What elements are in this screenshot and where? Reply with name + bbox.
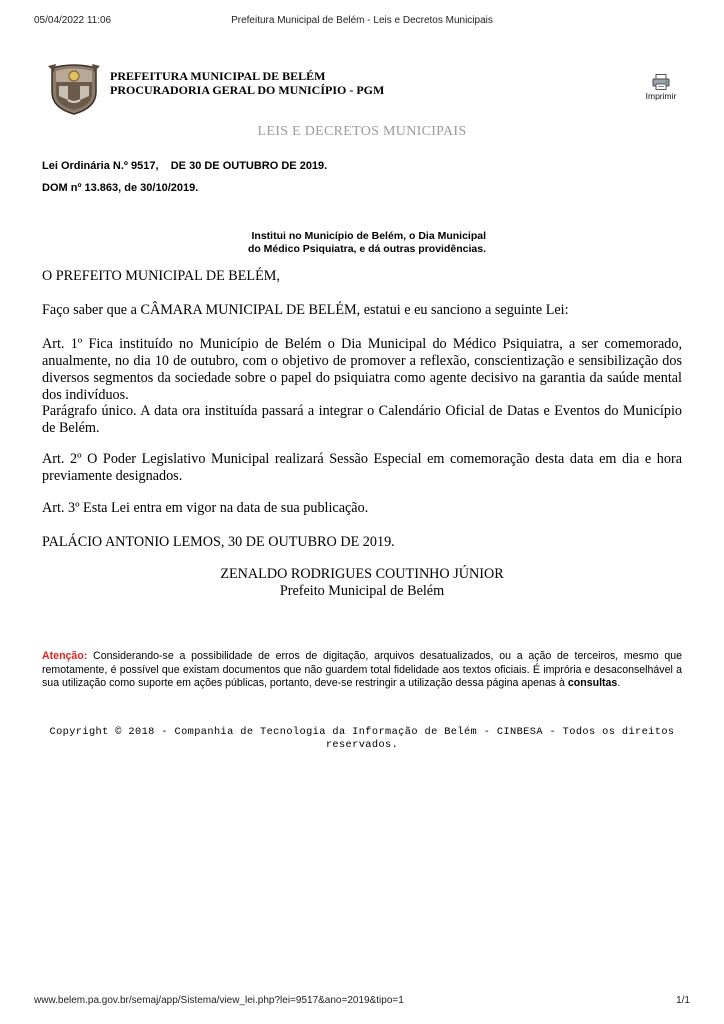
print-datetime: 05/04/2022 11:06 — [34, 15, 112, 26]
closing-line: PALÁCIO ANTONIO LEMOS, 30 DE OUTUBRO DE 2019. — [42, 534, 395, 550]
section-title: LEIS E DECRETOS MUNICIPAIS — [257, 124, 467, 139]
signatory-name: ZENALDO RODRIGUES COUTINHO JÚNIOR — [220, 566, 504, 582]
print-page-title: Prefeitura Municipal de Belém - Leis e Decretos Municipais — [231, 15, 493, 26]
org-department: PROCURADORIA GERAL DO MUNICÍPIO - PGM — [110, 83, 385, 97]
article-1: Art. 1º Fica instituído no Município de Belém o Dia Municipal do Médico Psiquiatra, a ser comemorado, anualmente, no dia 10 de outubro, com o objetivo de promover a reflexão, conscientização e sensibilização dos diversos segmentos da sociedade sobre o papel do psiquiatra como agente decisivo na garantia da saúde mental dos indivíduos. — [42, 336, 682, 403]
article-3: Art. 3º Esta Lei entra em vigor na data de sua publicação. — [42, 500, 369, 516]
disclaimer-text: Considerando-se a possibilidade de erros de digitação, arquivos desatualizados, ou a ação de terceiros, mesmo que remotamente, é possível que existam documentos que não guardem total fidelidade aos textos oficiais. É imprória e desaconselhável a sua utilização como suporte em ações públicas, portanto, deve-se restringir a utilização dessa página apenas à — [42, 650, 682, 689]
dom-line: DOM nº 13.863, de 30/10/2019. — [42, 182, 199, 194]
disclaimer-label: Atenção: — [42, 650, 88, 662]
print-footer-url: www.belem.pa.gov.br/semaj/app/Sistema/view_lei.php?lei=9517&ano=2019&tipo=1 — [34, 995, 404, 1006]
body-opening: O PREFEITO MUNICIPAL DE BELÉM, — [42, 268, 280, 284]
printer-icon — [652, 74, 670, 90]
disclaimer-notice — [42, 650, 682, 691]
law-summary — [200, 230, 486, 256]
print-footer-page: 1/1 — [676, 995, 690, 1006]
belem-coat-of-arms-logo — [46, 60, 102, 116]
print-button[interactable] — [640, 74, 682, 102]
copyright-line-1: Copyright © 2018 - Companhia de Tecnologia da Informação de Belém - CINBESA - Todos os direitos — [49, 726, 675, 738]
org-name: PREFEITURA MUNICIPAL DE BELÉM — [110, 69, 326, 83]
disclaimer-end: . — [617, 677, 621, 689]
body-preamble: Faço saber que a CÂMARA MUNICIPAL DE BELÉM, estatui e eu sanciono a seguinte Lei: — [42, 302, 569, 318]
law-number-line: Lei Ordinária N.º 9517, DE 30 DE OUTUBRO DE 2019. — [42, 160, 328, 172]
law-summary-line-2: do Médico Psiquiatra, e dá outras providências. — [247, 243, 486, 255]
law-summary-line-1: Institui no Município de Belém, o Dia Municipal — [251, 230, 486, 242]
print-button-label: Imprimir — [645, 91, 677, 101]
copyright — [30, 726, 694, 752]
article-1-paragraph: Parágrafo único. A data ora instituída passará a integrar o Calendário Oficial de Datas e Eventos do Município de Belém. — [42, 403, 682, 436]
article-2: Art. 2º O Poder Legislativo Municipal realizará Sessão Especial em comemoração desta data em dia e hora previamente designados. — [42, 451, 682, 484]
disclaimer-bold-word: consultas — [567, 677, 618, 689]
signatory-title: Prefeito Municipal de Belém — [279, 583, 445, 599]
copyright-line-2: reservados. — [325, 739, 399, 751]
